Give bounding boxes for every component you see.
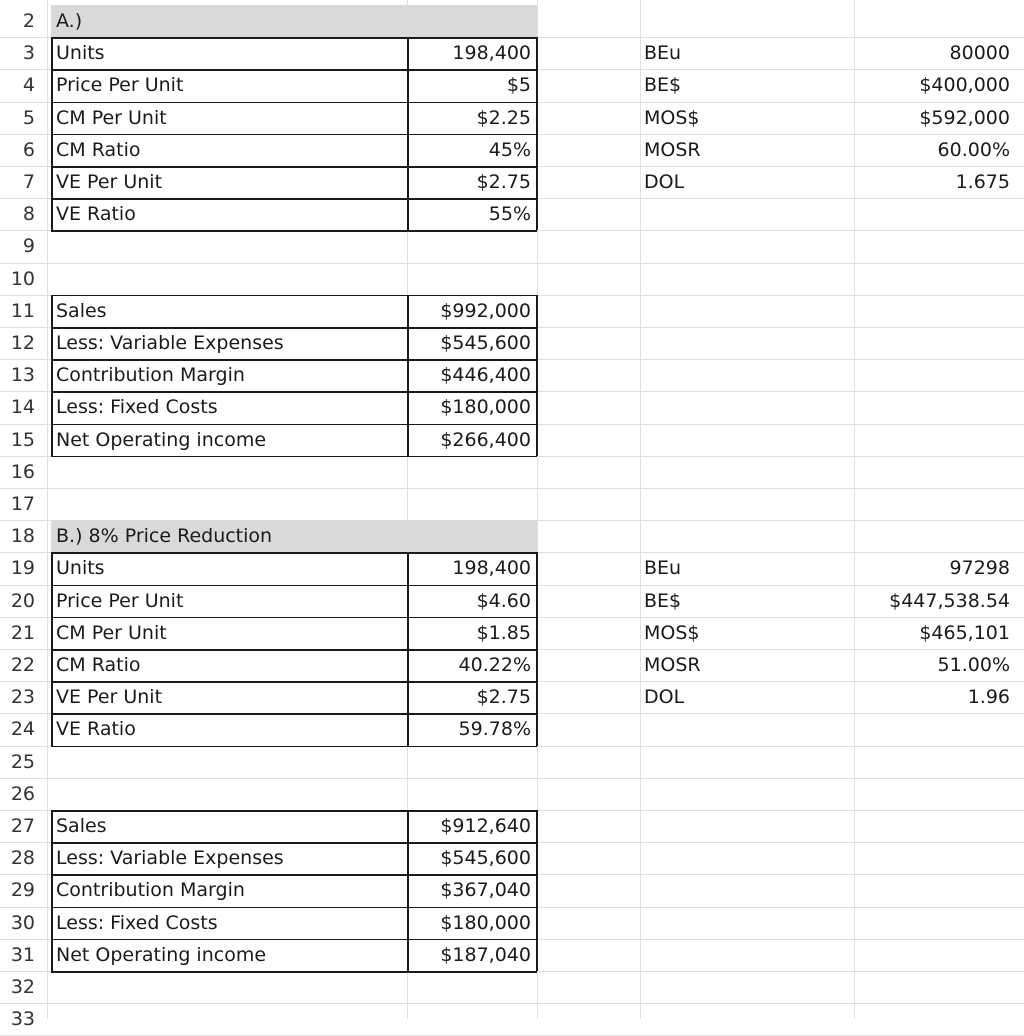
cell-value[interactable]: $266,400 bbox=[440, 428, 531, 451]
cell-label[interactable]: VE Ratio bbox=[56, 718, 136, 741]
sheet-row bbox=[0, 263, 1024, 295]
cell-metric-label[interactable]: MOS$ bbox=[644, 106, 700, 129]
cell-value[interactable]: $187,040 bbox=[440, 943, 531, 966]
cell-value[interactable]: $545,600 bbox=[440, 332, 531, 354]
cell-border bbox=[51, 456, 537, 458]
cell-metric-label[interactable]: BE$ bbox=[644, 74, 682, 97]
cell-label[interactable]: VE Ratio bbox=[56, 203, 136, 226]
cell-label[interactable]: CM Ratio bbox=[56, 654, 141, 676]
sheet-row bbox=[0, 456, 1024, 488]
cell-border bbox=[407, 552, 409, 745]
cell-metric-label[interactable] bbox=[640, 488, 854, 520]
cell-label[interactable]: Contribution Margin bbox=[56, 879, 245, 902]
cell-metric-value[interactable]: 80000 bbox=[949, 42, 1010, 65]
sheet-row bbox=[0, 971, 1024, 1003]
cell-metric-value[interactable]: $400,000 bbox=[919, 74, 1010, 97]
cell-metric-value[interactable]: $592,000 bbox=[919, 106, 1010, 129]
cell-label[interactable]: Units bbox=[56, 42, 105, 65]
cell-metric-label[interactable]: BEu bbox=[644, 42, 682, 65]
row-number: 8 bbox=[22, 203, 35, 226]
cell-border bbox=[51, 971, 537, 973]
cell-value[interactable]: 198,400 bbox=[452, 557, 531, 580]
cell-metric-value[interactable] bbox=[854, 456, 1024, 488]
cell-value[interactable]: 198,400 bbox=[452, 42, 531, 65]
cell-metric-label[interactable]: MOS$ bbox=[644, 621, 700, 644]
cell-border bbox=[51, 391, 537, 393]
sheet-row bbox=[0, 681, 1024, 713]
cell-metric-label[interactable] bbox=[640, 713, 854, 745]
cell-value[interactable] bbox=[407, 263, 537, 295]
row-number: 16 bbox=[10, 460, 35, 483]
cell-border bbox=[51, 327, 537, 329]
cell-value[interactable]: $1.85 bbox=[476, 621, 531, 644]
cell-border bbox=[51, 295, 53, 456]
row-number: 26 bbox=[10, 782, 35, 805]
row-number: 14 bbox=[10, 396, 35, 419]
sheet-row bbox=[0, 713, 1024, 745]
cell-label[interactable]: Net Operating income bbox=[56, 428, 267, 451]
cell-border bbox=[51, 424, 537, 426]
cell-border bbox=[51, 166, 537, 168]
row-number: 11 bbox=[10, 299, 35, 322]
cell-metric-label[interactable]: DOL bbox=[644, 171, 685, 193]
sheet-row bbox=[0, 359, 1024, 391]
row-number: 30 bbox=[10, 911, 35, 934]
row-number: 22 bbox=[10, 654, 35, 676]
sheet-row bbox=[0, 295, 1024, 327]
cell-metric-value[interactable] bbox=[854, 842, 1024, 874]
sheet-row bbox=[0, 585, 1024, 617]
row-number: 15 bbox=[10, 428, 35, 451]
sheet-row bbox=[0, 37, 1024, 69]
cell-metric-value[interactable] bbox=[854, 359, 1024, 391]
cell-border bbox=[536, 552, 538, 745]
cell-value[interactable]: $545,600 bbox=[440, 847, 531, 870]
row-number: 18 bbox=[10, 525, 35, 548]
row-number: 12 bbox=[10, 332, 35, 354]
cell-value[interactable]: 55% bbox=[488, 203, 531, 226]
cell-value[interactable] bbox=[407, 230, 537, 262]
cell-metric-label[interactable] bbox=[640, 874, 854, 906]
cell-border bbox=[536, 295, 538, 456]
cell-metric-value[interactable]: 51.00% bbox=[937, 654, 1010, 676]
sheet-row bbox=[0, 778, 1024, 810]
sheet-row bbox=[0, 874, 1024, 906]
sheet-row bbox=[0, 552, 1024, 584]
cell-metric-label[interactable] bbox=[640, 778, 854, 810]
row-number: 25 bbox=[10, 750, 35, 773]
row-number: 29 bbox=[10, 879, 35, 902]
row-number: 7 bbox=[22, 171, 35, 193]
row-number: 19 bbox=[10, 557, 35, 580]
cell-value[interactable]: $2.75 bbox=[476, 171, 531, 193]
cell-metric-value[interactable] bbox=[854, 391, 1024, 423]
sheet-row bbox=[0, 520, 1024, 552]
cell-metric-value[interactable] bbox=[854, 230, 1024, 262]
cell-metric-label[interactable]: MOSR bbox=[644, 654, 701, 676]
cell-label[interactable]: Price Per Unit bbox=[56, 589, 184, 612]
cell-border bbox=[51, 746, 537, 748]
cell-label[interactable] bbox=[51, 263, 407, 295]
row-number: 28 bbox=[10, 847, 35, 870]
cell-border bbox=[51, 198, 537, 200]
cell-label[interactable]: Less: Variable Expenses bbox=[56, 332, 284, 354]
cell-border bbox=[51, 134, 537, 136]
sheet-row bbox=[0, 617, 1024, 649]
cell-label[interactable] bbox=[51, 456, 407, 488]
cell-value[interactable]: $180,000 bbox=[440, 396, 531, 419]
sheet-row bbox=[0, 939, 1024, 971]
sheet-row bbox=[0, 1003, 1024, 1035]
cell-metric-value[interactable] bbox=[854, 5, 1024, 37]
cell-border bbox=[51, 842, 537, 844]
cell-metric-value[interactable]: $465,101 bbox=[919, 621, 1010, 644]
cell-label[interactable]: VE Per Unit bbox=[56, 171, 163, 193]
cell-value[interactable]: $992,000 bbox=[440, 299, 531, 322]
cell-border bbox=[51, 713, 537, 715]
cell-value[interactable]: $4.60 bbox=[476, 589, 531, 612]
cell-border bbox=[51, 295, 537, 297]
cell-value[interactable] bbox=[407, 456, 537, 488]
cell-border bbox=[51, 617, 537, 619]
cell-metric-value[interactable] bbox=[854, 778, 1024, 810]
cell-value[interactable]: $367,040 bbox=[440, 879, 531, 902]
cell-border bbox=[407, 295, 409, 456]
cell-metric-label[interactable] bbox=[640, 907, 854, 939]
sheet-row bbox=[0, 746, 1024, 778]
row-number: 5 bbox=[22, 106, 35, 129]
cell-label[interactable] bbox=[51, 488, 407, 520]
cell-value[interactable]: 40.22% bbox=[458, 654, 531, 676]
cell-label[interactable]: Net Operating income bbox=[56, 943, 267, 966]
row-number: 6 bbox=[22, 138, 35, 161]
cell-label[interactable] bbox=[51, 971, 407, 1003]
cell-label[interactable]: Price Per Unit bbox=[56, 74, 184, 97]
cell-metric-label[interactable]: DOL bbox=[644, 686, 685, 709]
cell-border bbox=[51, 907, 537, 909]
cell-border bbox=[51, 649, 537, 651]
row-number: 10 bbox=[10, 267, 35, 290]
cell-border bbox=[51, 810, 53, 971]
cell-value[interactable]: 45% bbox=[488, 138, 531, 161]
cell-border bbox=[51, 552, 53, 745]
cell-value[interactable]: $2.75 bbox=[476, 686, 531, 709]
cell-label[interactable] bbox=[51, 1003, 407, 1035]
cell-metric-label[interactable] bbox=[640, 263, 854, 295]
row-number: 9 bbox=[22, 235, 35, 258]
cell-value[interactable] bbox=[407, 520, 537, 552]
cell-label[interactable]: Less: Fixed Costs bbox=[56, 911, 218, 934]
cell-metric-value[interactable] bbox=[854, 713, 1024, 745]
cell-label[interactable]: Less: Variable Expenses bbox=[56, 847, 284, 870]
row-number: 21 bbox=[10, 621, 35, 644]
cell-metric-value[interactable] bbox=[854, 746, 1024, 778]
cell-metric-label[interactable] bbox=[640, 327, 854, 359]
sheet-row bbox=[0, 69, 1024, 101]
cell-label[interactable]: Sales bbox=[56, 299, 107, 322]
cell-metric-value[interactable] bbox=[854, 263, 1024, 295]
cell-value[interactable]: 59.78% bbox=[458, 718, 531, 741]
row-number: 33 bbox=[10, 1008, 35, 1031]
sheet-row bbox=[0, 649, 1024, 681]
cell-value[interactable] bbox=[407, 971, 537, 1003]
cell-metric-value[interactable] bbox=[854, 1003, 1024, 1035]
sheet-row bbox=[0, 134, 1024, 166]
cell-metric-label[interactable] bbox=[640, 746, 854, 778]
sheet-row bbox=[0, 842, 1024, 874]
cell-metric-label[interactable] bbox=[640, 939, 854, 971]
cell-metric-label[interactable] bbox=[640, 456, 854, 488]
cell-metric-value[interactable] bbox=[854, 295, 1024, 327]
cell-border bbox=[407, 810, 409, 971]
cell-metric-label[interactable] bbox=[640, 5, 854, 37]
cell-border bbox=[51, 359, 537, 361]
cell-border bbox=[536, 810, 538, 971]
cell-border bbox=[51, 230, 537, 232]
cell-metric-value[interactable] bbox=[854, 907, 1024, 939]
sheet-row bbox=[0, 327, 1024, 359]
cell-label[interactable] bbox=[51, 746, 407, 778]
cell-metric-value[interactable] bbox=[854, 520, 1024, 552]
cell-metric-label[interactable] bbox=[640, 424, 854, 456]
row-number: 13 bbox=[10, 364, 35, 387]
cell-border bbox=[51, 939, 537, 941]
cell-border bbox=[51, 810, 537, 812]
cell-metric-value[interactable]: 1.675 bbox=[955, 171, 1010, 193]
sheet-row bbox=[0, 391, 1024, 423]
row-number: 32 bbox=[10, 976, 35, 998]
row-number: 17 bbox=[10, 493, 35, 515]
sheet-row bbox=[0, 230, 1024, 262]
sheet-row bbox=[0, 810, 1024, 842]
row-number: 31 bbox=[10, 943, 35, 966]
cell-metric-value[interactable]: 60.00% bbox=[937, 138, 1010, 161]
sheet-row bbox=[0, 907, 1024, 939]
row-number: 23 bbox=[10, 686, 35, 709]
cell-metric-label[interactable]: BEu bbox=[644, 557, 682, 580]
cell-label[interactable]: VE Per Unit bbox=[56, 686, 163, 709]
cell-value[interactable] bbox=[407, 5, 537, 37]
cell-border bbox=[51, 102, 537, 104]
sheet-row bbox=[0, 5, 1024, 37]
cell-metric-label[interactable]: MOSR bbox=[644, 138, 701, 161]
cell-metric-label[interactable] bbox=[640, 842, 854, 874]
cell-border bbox=[51, 552, 537, 554]
cell-metric-label[interactable] bbox=[640, 391, 854, 423]
cell-metric-value[interactable] bbox=[854, 198, 1024, 230]
cell-border bbox=[536, 37, 538, 230]
cell-label[interactable]: Sales bbox=[56, 815, 107, 837]
cell-value[interactable] bbox=[407, 1003, 537, 1035]
cell-metric-label[interactable] bbox=[640, 359, 854, 391]
cell-label[interactable]: A.) bbox=[56, 10, 83, 32]
cell-border bbox=[51, 585, 537, 587]
cell-metric-value[interactable] bbox=[854, 810, 1024, 842]
cell-metric-label[interactable]: BE$ bbox=[644, 589, 682, 612]
cell-metric-value[interactable] bbox=[854, 939, 1024, 971]
cell-metric-label[interactable] bbox=[640, 295, 854, 327]
cell-metric-label[interactable] bbox=[640, 1003, 854, 1035]
cell-value[interactable] bbox=[407, 746, 537, 778]
cell-metric-label[interactable] bbox=[640, 971, 854, 1003]
row-number: 20 bbox=[10, 589, 35, 612]
cell-metric-label[interactable] bbox=[640, 198, 854, 230]
row-number: 3 bbox=[22, 42, 35, 65]
cell-metric-value[interactable] bbox=[854, 327, 1024, 359]
cell-label[interactable]: Less: Fixed Costs bbox=[56, 396, 218, 419]
cell-metric-value[interactable] bbox=[854, 971, 1024, 1003]
cell-label[interactable]: Contribution Margin bbox=[56, 364, 245, 387]
sheet-row bbox=[0, 488, 1024, 520]
cell-metric-label[interactable] bbox=[640, 810, 854, 842]
cell-label[interactable] bbox=[51, 778, 407, 810]
cell-metric-value[interactable] bbox=[854, 488, 1024, 520]
cell-metric-value[interactable] bbox=[854, 424, 1024, 456]
row-number: 2 bbox=[22, 10, 35, 32]
row-number: 27 bbox=[10, 815, 35, 837]
cell-value[interactable] bbox=[407, 488, 537, 520]
cell-metric-value[interactable]: $447,538.54 bbox=[889, 589, 1010, 612]
cell-border bbox=[51, 681, 537, 683]
cell-metric-label[interactable] bbox=[640, 230, 854, 262]
cell-label[interactable]: CM Per Unit bbox=[56, 621, 167, 644]
cell-value[interactable]: $2.25 bbox=[476, 106, 531, 129]
cell-value[interactable] bbox=[407, 778, 537, 810]
cell-label[interactable]: B.) 8% Price Reduction bbox=[56, 525, 273, 548]
sheet-row bbox=[0, 102, 1024, 134]
cell-label[interactable]: Units bbox=[56, 557, 105, 580]
cell-value[interactable]: $5 bbox=[506, 74, 531, 97]
cell-value[interactable]: $446,400 bbox=[440, 364, 531, 387]
cell-label[interactable] bbox=[51, 230, 407, 262]
row-number: 4 bbox=[22, 74, 35, 97]
cell-value[interactable]: $912,640 bbox=[440, 815, 531, 837]
cell-label[interactable]: CM Ratio bbox=[56, 138, 141, 161]
cell-border bbox=[51, 37, 537, 39]
cell-label[interactable]: CM Per Unit bbox=[56, 106, 167, 129]
sheet-row bbox=[0, 198, 1024, 230]
cell-metric-value[interactable]: 1.96 bbox=[967, 686, 1010, 709]
cell-border bbox=[51, 874, 537, 876]
cell-metric-label[interactable] bbox=[640, 520, 854, 552]
cell-border bbox=[407, 37, 409, 230]
cell-border bbox=[51, 69, 537, 71]
sheet-row bbox=[0, 424, 1024, 456]
row-number: 24 bbox=[10, 718, 35, 741]
cell-metric-value[interactable]: 97298 bbox=[949, 557, 1010, 580]
cell-value[interactable]: $180,000 bbox=[440, 911, 531, 934]
cell-metric-value[interactable] bbox=[854, 874, 1024, 906]
cell-border bbox=[51, 37, 53, 230]
sheet-row bbox=[0, 166, 1024, 198]
